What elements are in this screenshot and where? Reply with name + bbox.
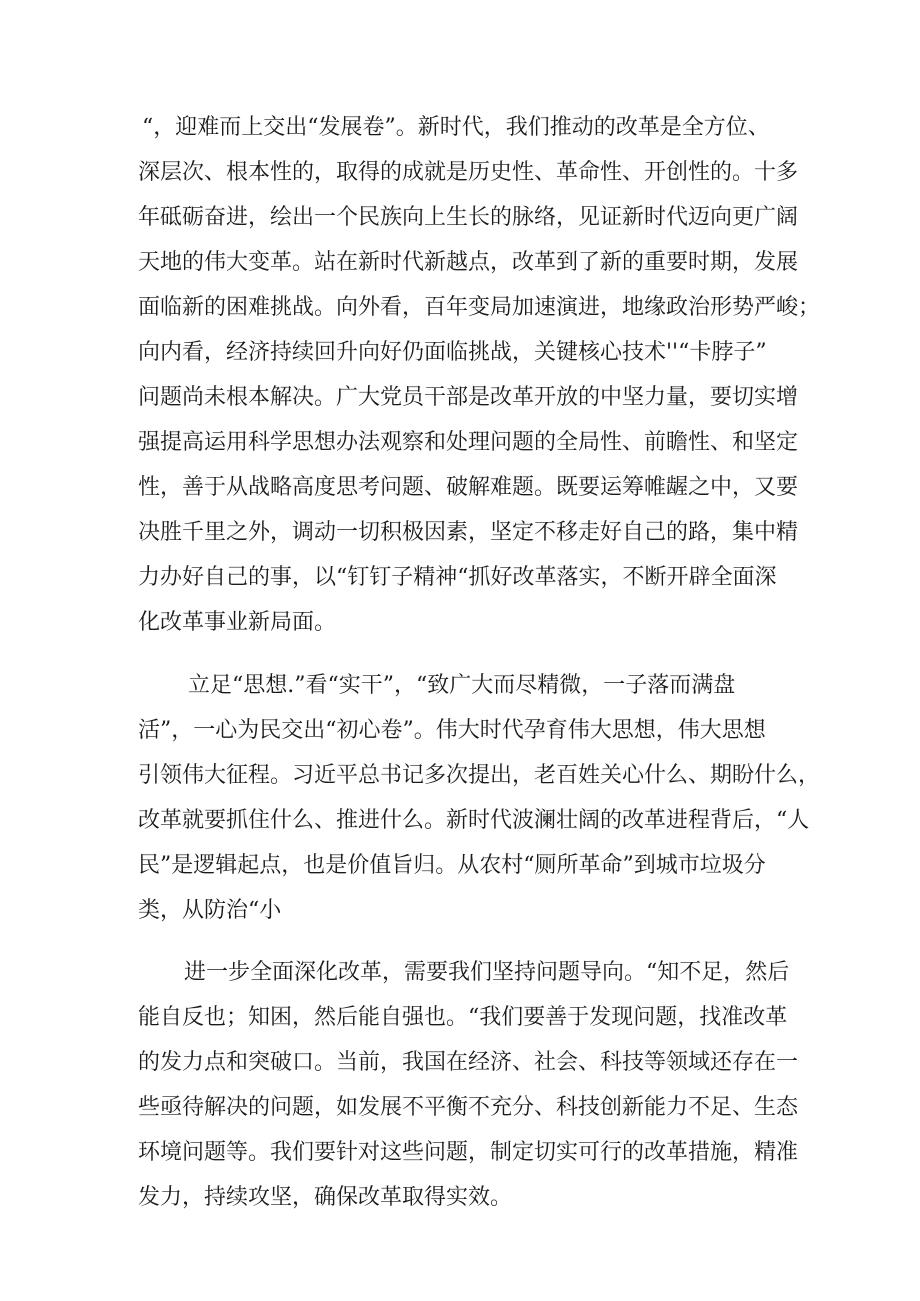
text-line: 的发力点和突破口。当前，我国在经济、社会、科技等领域还存在一	[138, 1050, 799, 1075]
text-line: “，迎难而上交出“发展卷”。新时代，我们推动的改革是全方位、	[142, 115, 770, 140]
text-line: 环境问题等。我们要针对这些问题，制定切实可行的改革措施，精准	[138, 1140, 799, 1165]
text-line: 发力，持续攻坚，确保改革取得实效。	[138, 1185, 513, 1210]
text-line: 活”，一心为民交出“初心卷”。伟大时代孕育伟大思想，伟大思想	[138, 718, 766, 743]
text-line: 些亟待解决的问题，如发展不平衡不充分、科技创新能力不足、生态	[138, 1095, 799, 1120]
text-line: 化改革事业新局面。	[138, 610, 337, 635]
text-line: 进一步全面深化改革，需要我们坚持问题导向。“知不足，然后	[184, 960, 790, 985]
text-line: 天地的伟大变革。站在新时代新越点，改革到了新的重要时期，发展	[138, 250, 799, 275]
text-line: 改革就要抓住什么、推进什么。新时代波澜壮阔的改革进程背后，“人	[138, 808, 810, 833]
text-line: 向内看，经济持续回升向好仍面临挑战，关键核心技术''“卡脖子”	[138, 340, 767, 365]
text-line: 能自反也；知困，然后能自强也。“我们要善于发现问题，找准改革	[138, 1005, 788, 1030]
text-line: 性，善于从战略高度思考问题、破解难题。既要运筹帷龌之中，又要	[138, 475, 799, 500]
text-line: 年砥砺奋进，绘出一个民族向上生长的脉络，见证新时代迈向更广阔	[138, 205, 799, 230]
text-line: 立足“思想.”看“实干”，“致广大而尽精微，一子落而满盘	[188, 673, 736, 698]
text-line: 强提高运用科学思想办法观察和处理问题的全局性、前瞻性、和坚定	[138, 430, 799, 455]
text-line: 决胜千里之外，调动一切积极因素，坚定不移走好自己的路，集中精	[138, 520, 799, 545]
text-line: 类，从防治“小	[138, 898, 282, 923]
text-line: 问题尚未根本解决。广大党员干部是改革开放的中坚力量，要切实增	[138, 385, 799, 410]
text-line: 面临新的困难挑战。向外看，百年变局加速演进，地缘政治形势严峻；	[138, 295, 821, 320]
text-line: 引领伟大征程。习近平总书记多次提出，老百姓关心什么、期盼什么，	[138, 763, 821, 788]
text-line: 力办好自己的事，以“钉钉子精神“抓好改革落实，不断开辟全面深	[138, 565, 777, 590]
text-line: 民”是逻辑起点，也是价值旨归。从农村“厕所革命”到城市垃圾分	[138, 853, 766, 878]
text-line: 深层次、根本性的，取得的成就是历史性、革命性、开创性的。十多	[138, 160, 799, 185]
